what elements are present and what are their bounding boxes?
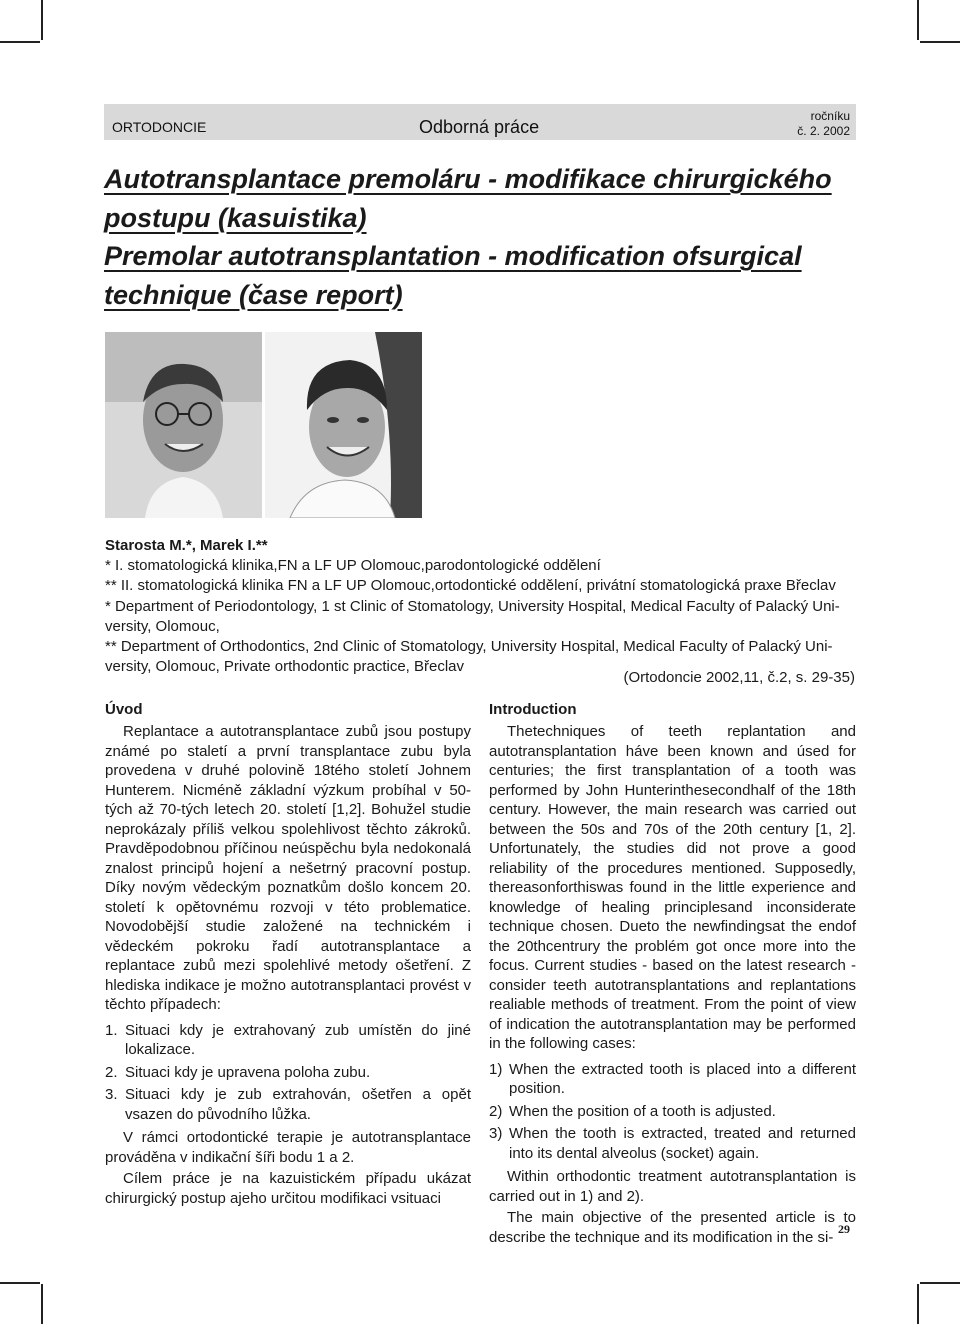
paragraph: Within orthodontic treatment autotransplantation is carried out in 1) and 2). [489, 1168, 856, 1205]
crop-mark [0, 1282, 40, 1284]
page-number: 29 [838, 1222, 850, 1236]
list-item: 1. Situaci kdy je extrahovaný zub umístěn do jiné lokalizace. [105, 1021, 471, 1058]
author-affiliations [105, 536, 857, 677]
paragraph: Thetechniques of teeth replantation and autotransplantation háve been known and úsed for centuries; the first transplantation of a tooth was performed by John Hunterinthesecondhalf of the 18th century. However, the main research was carried out between the 50s and 70s of the 20th century [1, 2]. Unfortunately, the studies did not prove a good reliability of the procedures mentioned. Supposedly, thereasonforthiswas found in the little experience and knowledge of healing principlesand inconsiderate technique chosen. Dueto the newfindingsat the endof the 20thcentrury the problém got once more into the focus. Current studies - based on the latest research - consider teeth autotransplantations and replantations realiable methods of treatment. From the point of view of indication the autotransplantation may be performed in the following cases: [489, 723, 856, 1052]
crop-mark [917, 1284, 919, 1324]
crop-mark [920, 1282, 960, 1284]
section-heading-introduction: Introduction [489, 701, 577, 718]
issue-label: č. 2. 2002 [797, 124, 850, 138]
affiliation-line: ** Department of Orthodontics, 2nd Clinic of Stomatology, University Hospital, Medical Faculty of Palacký Uni- [105, 638, 833, 656]
crop-mark [917, 0, 919, 40]
author-photo-starosta [105, 332, 262, 518]
paragraph: The main objective of the presented article is to describe the technique and its modification in the si- [489, 1209, 856, 1246]
list-item: 3) When the tooth is extracted, treated and returned into its dental alveolus (socket) again. [489, 1125, 856, 1162]
title-cz-line2: postupu (kasuistika) [104, 202, 367, 233]
citation: (Ortodoncie 2002,11, č.2, s. 29-35) [623, 669, 855, 686]
affiliation-line: versity, Olomouc, Private orthodontic practice, Břeclav [105, 658, 465, 676]
list-item: 1) When the extracted tooth is placed into a different position. [489, 1060, 856, 1097]
affiliation-line: * I. stomatologická klinika,FN a LF UP Olomouc,parodontologické oddělení [105, 557, 601, 575]
affiliation-line: * Department of Periodontology, 1 st Clinic of Stomatology, University Hospital, Medical Faculty of Palacký Uni- [105, 597, 840, 615]
crop-mark [920, 41, 960, 43]
affiliation-line: ** II. stomatologická klinika FN a LF UP Olomouc,ortodontické oddělení, privátní stomatologická praxe Břeclav [105, 577, 836, 595]
crop-mark [41, 0, 43, 40]
column-czech [105, 700, 471, 1208]
list-item: 2. Situaci kdy je upravena poloha zubu. [105, 1063, 371, 1081]
section-label: ORTODONCIE [112, 119, 207, 135]
crop-mark [41, 1284, 43, 1324]
title-cz-line1: Autotransplantace premoláru - modifikace chirurgického [104, 164, 832, 194]
running-header [104, 104, 856, 140]
affiliation-line: versity, Olomouc, [105, 617, 220, 635]
paragraph: V rámci ortodontické terapie je autotransplantace prováděna v indikační šíři bodu 1 a 2. [105, 1129, 471, 1166]
author-photo-marek [265, 332, 422, 518]
paragraph: Cílem práce je na kazuistickém případu ukázat chirurgický postup ajeho určitou modifikaci vsituaci [105, 1170, 471, 1207]
volume-label: ročníku [810, 109, 850, 123]
indication-list [489, 1060, 856, 1164]
indication-list [105, 1021, 471, 1125]
title-en-line1: Premolar autotransplantation - modification ofsurgical [104, 241, 802, 271]
crop-mark [0, 41, 40, 43]
list-item: 2) When the position of a tooth is adjusted. [489, 1102, 776, 1120]
section-heading-uvod: Úvod [105, 701, 143, 718]
paragraph: Replantace a autotransplantace zubů jsou postupy známé po staletí a první transplantace zubu byla provedena v druhé polovině 18tého století Johnem Hunterem. Nicméně základní výzkum probíhal v 50-tých až 70-tých letech 20. století [1,2]. Bohužel studie neprokázaly příliš velkou spolehlivost těchto zákroků. Pravděpodobnou příčinou neúspěchu byla nedokonalá znalost principů hojení a nešetrný pracovní postup. Díky novým vědeckým poznatkům došlo koncem 20. století k opětovnému rozvoji v této problematice. Novodobější studie založené na technickém i vědeckém pokroku řadí autotransplantace a replantace zubů mezi spolehlivé metody ošetření. Z hlediska indikace je možno autotransplantaci provést v těchto případech: [105, 723, 471, 1013]
article-type: Odborná práce [419, 117, 540, 137]
column-english [489, 700, 856, 1247]
authors: Starosta M.*, Marek I.** [105, 537, 268, 554]
title-en-line2: technique (čase report) [104, 279, 403, 310]
list-item: 3. Situaci kdy je zub extrahován, ošetřen a opět vsazen do původního lůžka. [105, 1086, 471, 1123]
article-title [104, 160, 864, 314]
issue-info [797, 109, 850, 139]
